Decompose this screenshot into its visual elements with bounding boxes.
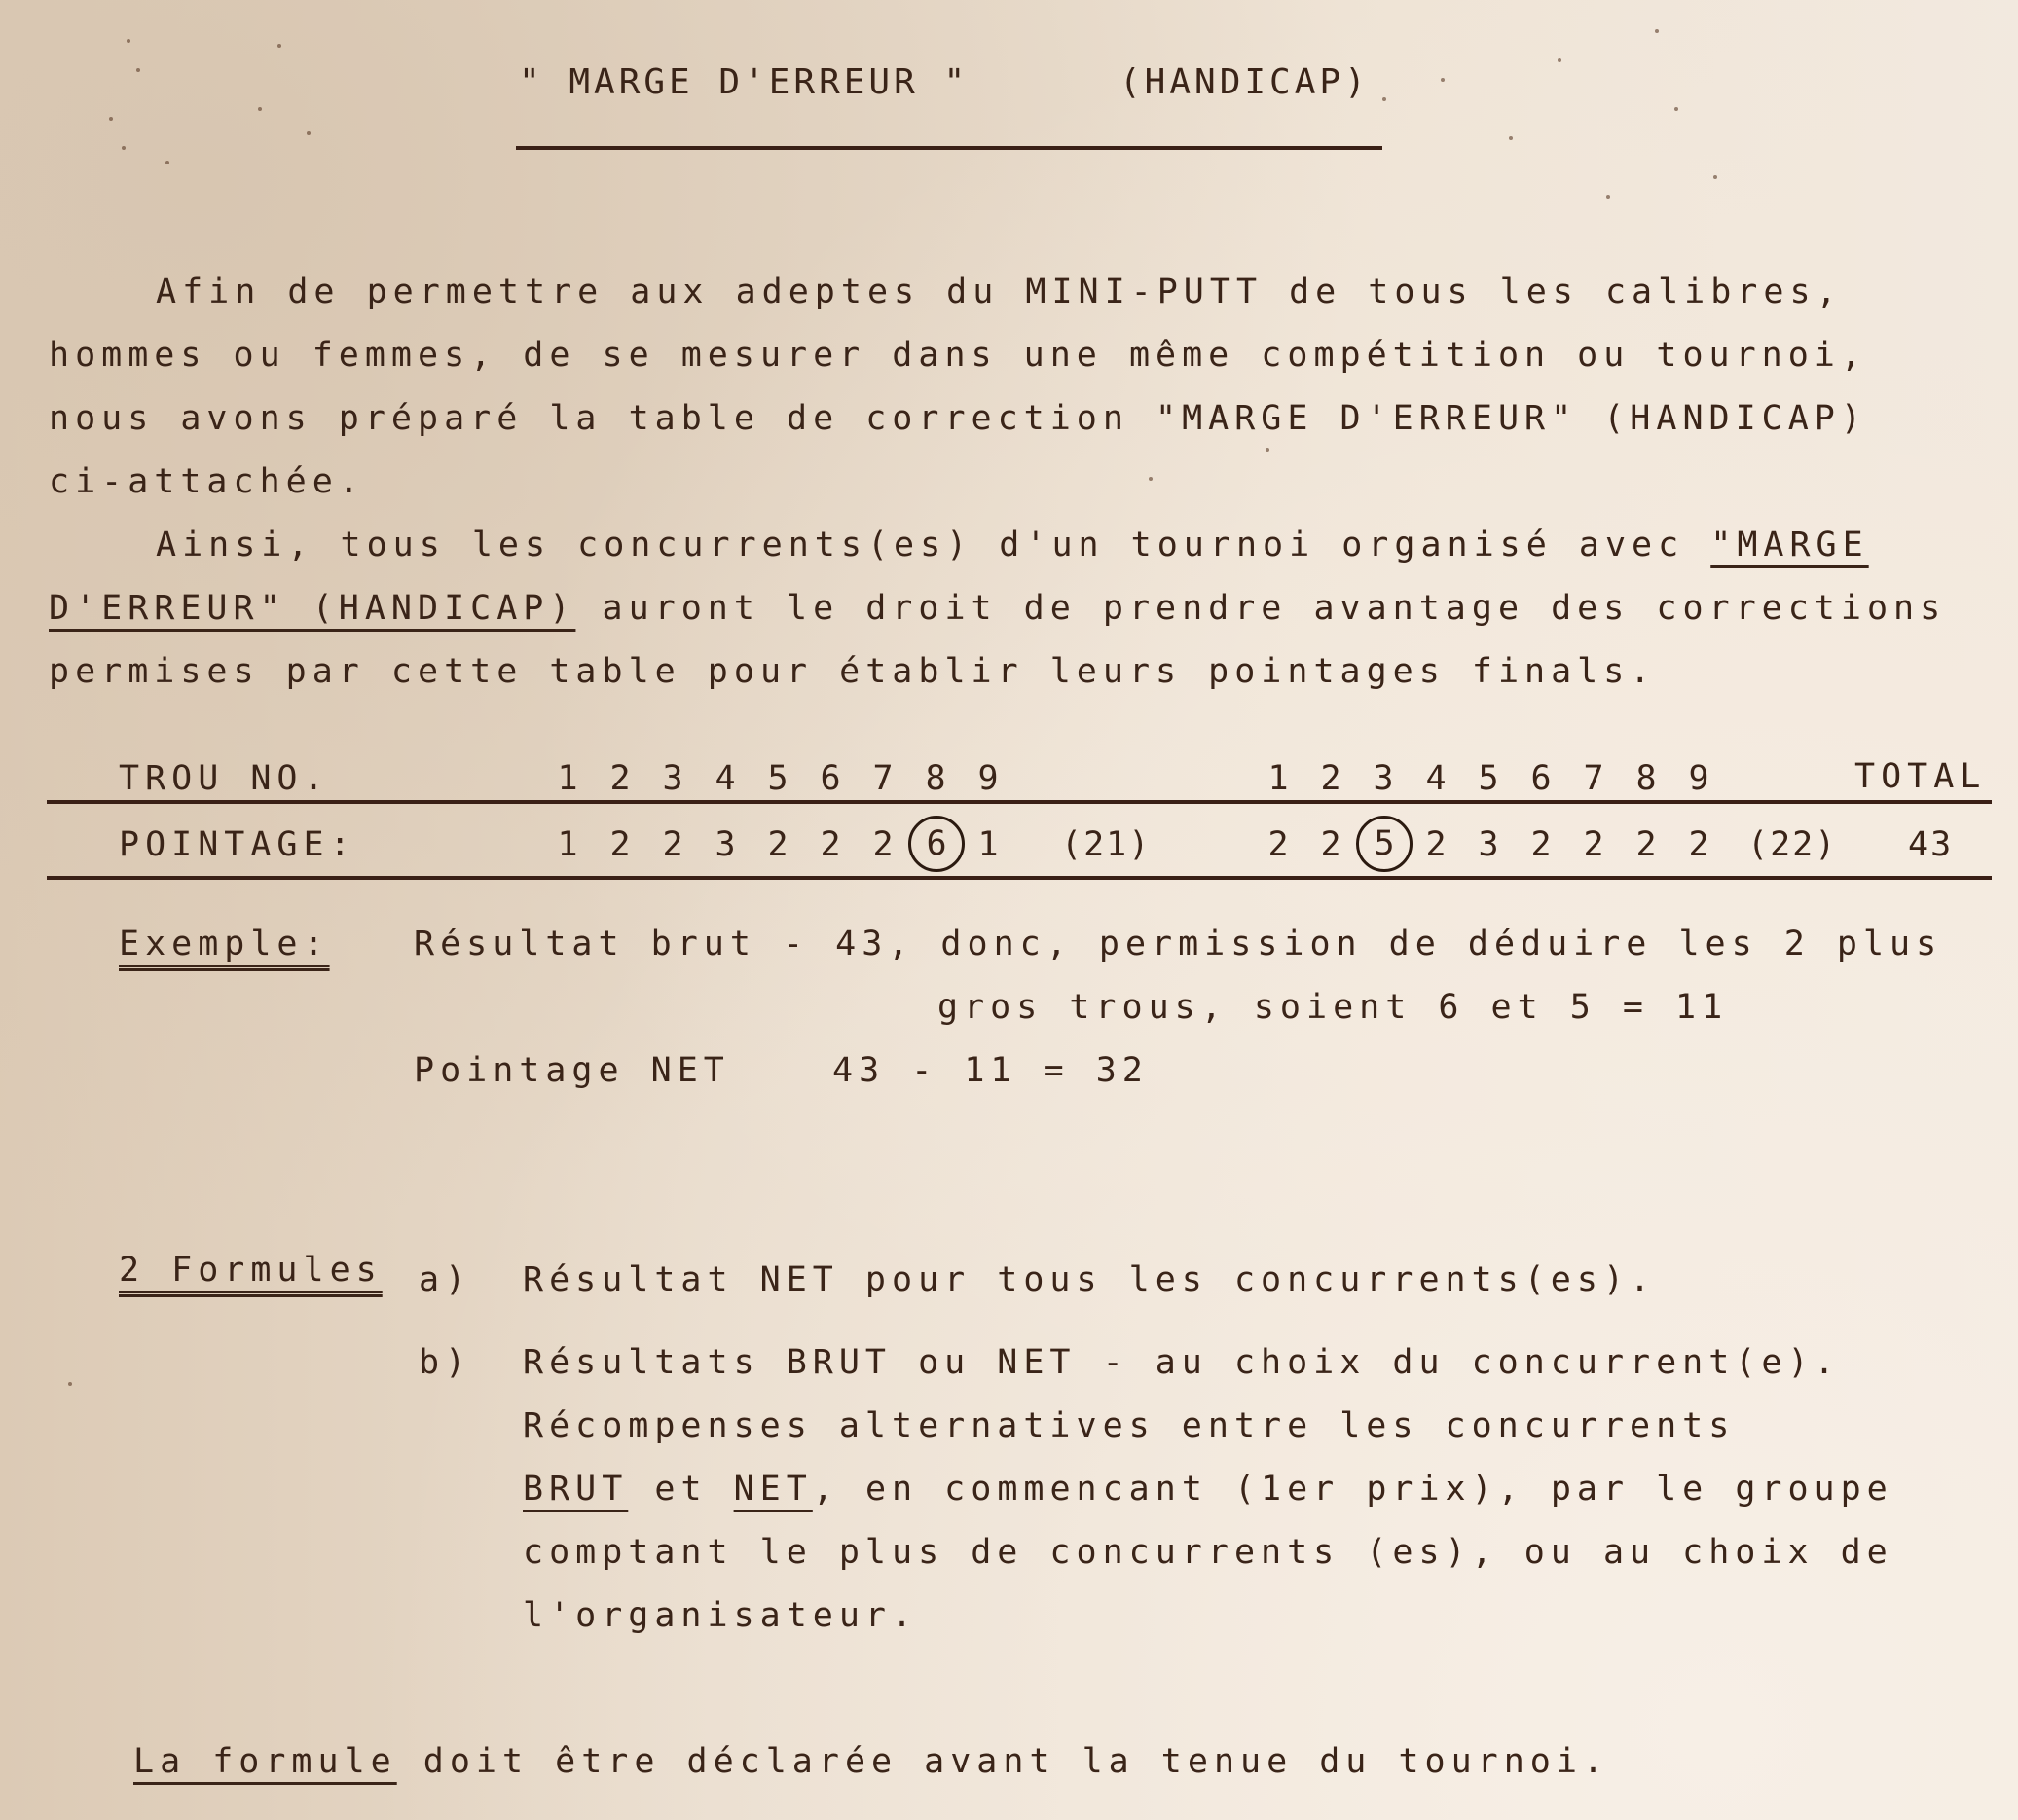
hole-score: 2 xyxy=(767,825,789,864)
hole-label: TROU NO. xyxy=(119,759,330,798)
underlined-term: La formule xyxy=(133,1742,397,1781)
hole-score: 3 xyxy=(1478,825,1499,864)
formula-b-marker: b) xyxy=(419,1343,472,1382)
hole-number: 3 xyxy=(662,759,683,798)
intro-line: hommes ou femmes, de se mesurer dans une même compétition ou tournoi, xyxy=(49,336,1867,375)
example-line: gros trous, soient 6 et 5 = 11 xyxy=(937,988,1729,1027)
formula-b-line xyxy=(523,1470,1893,1509)
hole-score: 2 xyxy=(1425,825,1447,864)
formula-a-marker: a) xyxy=(419,1260,472,1299)
hole-number: 3 xyxy=(1373,759,1394,798)
hole-score-circled: 5 xyxy=(1356,816,1413,872)
hole-score: 2 xyxy=(1583,825,1604,864)
example-label: Exemple: xyxy=(119,925,330,964)
intro-line: ci-attachée. xyxy=(49,462,365,501)
paragraph-line xyxy=(156,526,1869,564)
title-main: " MARGE D'ERREUR " xyxy=(519,62,970,102)
net-score-calc: 43 - 11 = 32 xyxy=(832,1051,1149,1090)
hole-number: 8 xyxy=(1635,759,1657,798)
underlined-term: D'ERREUR" (HANDICAP) xyxy=(49,589,576,628)
text-span: auront le droit de prendre avantage des corrections xyxy=(575,589,1947,628)
formula-b-line: Récompenses alternatives entre les concurrents xyxy=(523,1406,1736,1445)
hole-score: 2 xyxy=(1635,825,1657,864)
hole-number: 4 xyxy=(715,759,736,798)
intro-line: nous avons préparé la table de correction "MARGE D'ERREUR" (HANDICAP) xyxy=(49,399,1867,438)
hole-score: 2 xyxy=(1688,825,1709,864)
formula-a-text: Résultat NET pour tous les concurrents(es). xyxy=(523,1260,1657,1299)
score-label: POINTAGE: xyxy=(119,825,356,864)
hole-number: 5 xyxy=(767,759,789,798)
hole-number: 9 xyxy=(977,759,999,798)
hole-number: 5 xyxy=(1478,759,1499,798)
hole-number: 6 xyxy=(1530,759,1552,798)
hole-number: 6 xyxy=(820,759,841,798)
formulas-label: 2 Formules xyxy=(119,1251,383,1290)
hole-score: 2 xyxy=(820,825,841,864)
hole-number: 2 xyxy=(609,759,631,798)
formula-b-line: l'organisateur. xyxy=(523,1596,919,1635)
hole-score: 1 xyxy=(557,825,578,864)
hole-score: 2 xyxy=(662,825,683,864)
intro-line: Afin de permettre aux adeptes du MINI-PUTT de tous les calibres, xyxy=(156,273,1843,311)
underlined-term: "MARGE xyxy=(1710,526,1869,564)
title-subtitle: (HANDICAP) xyxy=(1119,62,1370,102)
formula-b-line: comptant le plus de concurrents (es), ou au choix de xyxy=(523,1533,1893,1572)
front-subtotal: (21) xyxy=(1061,825,1152,864)
hole-number: 2 xyxy=(1320,759,1341,798)
text-span: Ainsi, tous les concurrents(es) d'un tournoi organisé avec xyxy=(156,526,1711,564)
hole-score: 2 xyxy=(1320,825,1341,864)
hole-number: 4 xyxy=(1425,759,1447,798)
hole-score: 3 xyxy=(715,825,736,864)
hole-score: 2 xyxy=(1530,825,1552,864)
formula-b-line: Résultats BRUT ou NET - au choix du concurrent(e). xyxy=(523,1343,1841,1382)
title-rule xyxy=(516,146,1382,150)
hole-score: 2 xyxy=(872,825,894,864)
total-label: TOTAL xyxy=(1854,757,1987,796)
net-term: NET xyxy=(733,1470,813,1509)
hole-number: 8 xyxy=(925,759,946,798)
hole-score: 1 xyxy=(977,825,999,864)
hole-score: 2 xyxy=(1267,825,1289,864)
closing-note xyxy=(133,1742,1609,1781)
table-rule-bottom xyxy=(47,876,1992,880)
hole-number: 9 xyxy=(1688,759,1709,798)
grand-total: 43 xyxy=(1908,825,1954,864)
paragraph-line xyxy=(49,589,1946,628)
example-line: Résultat brut - 43, donc, permission de déduire les 2 plus xyxy=(414,925,1943,964)
table-rule-top xyxy=(47,800,1992,804)
hole-score: 2 xyxy=(609,825,631,864)
text-span: doit être déclarée avant la tenue du tournoi. xyxy=(396,1742,1610,1781)
text-span: et xyxy=(628,1470,734,1509)
back-subtotal: (22) xyxy=(1747,825,1838,864)
text-span: , en commencant (1er prix), par le groupe xyxy=(812,1470,1893,1509)
hole-number: 1 xyxy=(1267,759,1289,798)
net-score-label: Pointage NET xyxy=(414,1051,730,1090)
hole-number: 7 xyxy=(1583,759,1604,798)
paragraph-line: permises par cette table pour établir leurs pointages finals. xyxy=(49,652,1657,691)
brut-term: BRUT xyxy=(523,1470,629,1509)
hole-number: 7 xyxy=(872,759,894,798)
hole-score-circled: 6 xyxy=(908,816,965,872)
hole-number: 1 xyxy=(557,759,578,798)
